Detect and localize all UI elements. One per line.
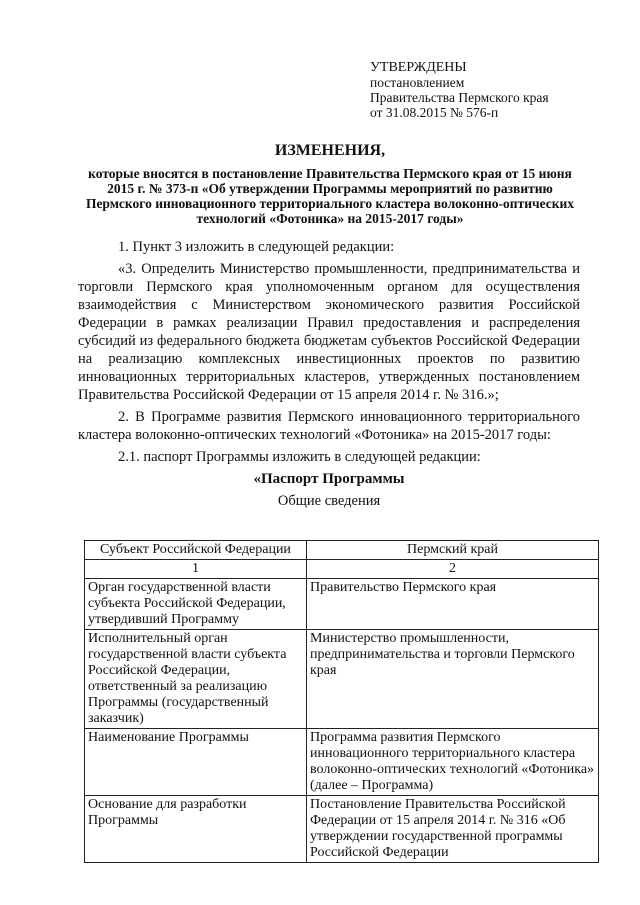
table-header-row bbox=[85, 541, 599, 560]
table-cell: Основание для разработки Программы bbox=[85, 796, 307, 863]
paragraph-1: 1. Пункт 3 изложить в следующей редакции: bbox=[118, 239, 395, 255]
approval-title: УТВЕРЖДЕНЫ bbox=[370, 60, 467, 75]
approval-line-1: постановлением bbox=[370, 75, 465, 90]
paragraph-2: «3. Определить Министерство промышленности, предпринимательства и торговли Пермского края уполномоченным органом для осуществления взаимодействия с Министерством экономического развития Российской Федерации в рамках реализации Правил предоставления и распределения субсидий из федерального бюджета бюджетам субъектов Российской Федерации на реализацию комплексных инвестиционных проектов по развитию инновационных территориальных кластеров, утвержденных постановлением Правительства Российской Федерации от 15 апреля 2014 г. № 316.»; bbox=[78, 261, 580, 403]
paragraph-4: 2.1. паспорт Программы изложить в следующей редакции: bbox=[118, 449, 481, 465]
table-cell: Постановление Правительства Российской Федерации от 15 апреля 2014 г. № 316 «Об утверждении государственной программы Российской Федерации bbox=[307, 796, 599, 863]
document-body bbox=[78, 238, 580, 516]
table-header-cell: Пермский край bbox=[307, 541, 599, 560]
table-cell: Программа развития Пермского инновационного территориального кластера волоконно-оптических технологий «Фотоника» (далее – Программа) bbox=[307, 729, 599, 796]
approval-line-2: Правительства Пермского края bbox=[370, 90, 549, 105]
passport-title: «Паспорт Программы bbox=[253, 471, 405, 487]
document-subtitle: которые вносятся в постановление Правительства Пермского края от 15 июня 2015 г. № 373-п «Об утверждении Программы мероприятий по развитию Пермского инновационного территориального кластера волоконно-оптических технологий «Фотоника» на 2015-2017 годы» bbox=[85, 166, 575, 226]
table-row bbox=[85, 579, 599, 630]
document-heading bbox=[84, 142, 576, 226]
table-row bbox=[85, 630, 599, 729]
table-cell: Исполнительный орган государственной власти субъекта Российской Федерации, ответственный за реализацию Программы (государственный заказчик) bbox=[85, 630, 307, 729]
table-number-row bbox=[85, 560, 599, 579]
paragraph-3: 2. В Программе развития Пермского инновационного территориального кластера волоконно-оптических технологий «Фотоника» на 2015-2017 годы: bbox=[78, 409, 580, 443]
table-header-cell: Субъект Российской Федерации bbox=[85, 541, 307, 560]
table-row bbox=[85, 729, 599, 796]
approval-line-3: от 31.08.2015 № 576-п bbox=[370, 105, 499, 120]
passport-table bbox=[84, 540, 599, 863]
table-cell: Наименование Программы bbox=[85, 729, 307, 796]
table-row bbox=[85, 796, 599, 863]
table-cell: Министерство промышленности, предпринимательства и торговли Пермского края bbox=[307, 630, 599, 729]
table-number-cell: 1 bbox=[85, 560, 307, 579]
table-number-cell: 2 bbox=[307, 560, 599, 579]
general-info-caption: Общие сведения bbox=[277, 493, 381, 509]
table-cell: Орган государственной власти субъекта Российской Федерации, утвердивший Программу bbox=[85, 579, 307, 630]
document-title: ИЗМЕНЕНИЯ, bbox=[274, 142, 386, 159]
approval-block bbox=[370, 60, 549, 120]
table-cell: Правительство Пермского края bbox=[307, 579, 599, 630]
